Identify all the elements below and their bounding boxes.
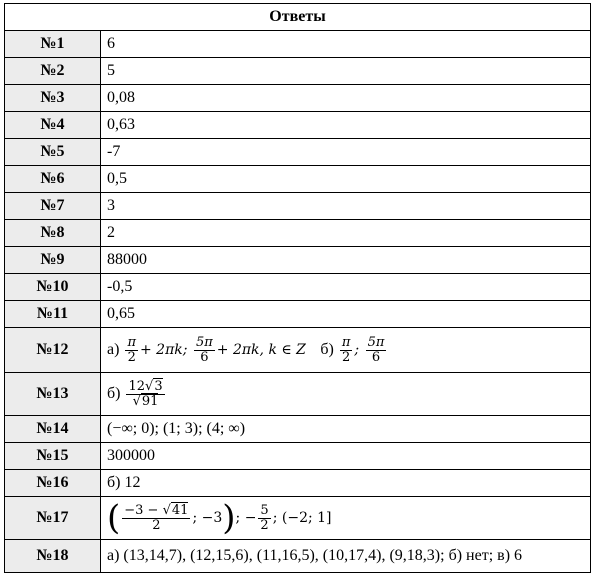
sqrt-sign: √ [132,393,141,409]
answer-cell: а) (13,14,7), (12,15,6), (11,16,5), (10,17,4), (9,18,3); б) нет; в) 6 [101,540,591,573]
left-paren: ( [107,498,121,538]
table-row [5,443,591,470]
table-row [5,112,591,139]
denominator: 2 [127,349,136,365]
answer-cell [101,328,591,373]
answer-cell: 300000 [101,443,591,470]
problem-number: №12 [5,328,101,373]
math-term: + 2πk, k ∈ Z [216,342,306,358]
answer-cell [101,497,591,540]
table-row [5,139,591,166]
math-expression [338,334,389,365]
answer-cell: 0,5 [101,166,591,193]
table-row [5,220,591,247]
problem-number: №9 [5,247,101,274]
table-row [5,497,591,540]
fraction [366,336,387,364]
answer-cell: (−∞; 0); (1; 3); (4; ∞) [101,416,591,443]
problem-number: №15 [5,443,101,470]
math-expression [123,334,310,365]
problem-number: №11 [5,301,101,328]
table-row [5,274,591,301]
denominator: 2 [341,349,351,365]
problem-number: №2 [5,58,101,85]
answer-cell: 0,63 [101,112,591,139]
math-term: ; −3 [192,510,223,526]
denominator: 2 [260,517,269,533]
answer-cell: 6 [101,31,591,58]
answers-table [4,3,591,573]
table-row [5,416,591,443]
math-term: + 2πk; [139,342,188,358]
problem-number: №14 [5,416,101,443]
numerator: 5 [260,502,269,518]
answer-cell: -0,5 [101,274,591,301]
answer-cell: 88000 [101,247,591,274]
math-expression [124,378,166,409]
table-title: Ответы [5,4,591,31]
fraction [122,504,190,532]
denominator: 6 [200,349,209,365]
sqrt-sign: √ [145,378,154,394]
table-row [5,328,591,373]
answer-cell: 2 [101,220,591,247]
answer-cell [101,373,591,416]
part-b-label: б) [320,341,334,358]
table-row [5,58,591,85]
math-separator: ; [272,510,278,526]
right-paren: ) [222,498,236,538]
table-row [5,301,591,328]
math-term: − [244,510,257,526]
radicand: 41 [171,502,189,518]
fraction [125,336,138,364]
answer-cell: 5 [101,58,591,85]
math-separator: ; [235,510,241,526]
fraction [258,504,270,532]
fraction [126,380,164,408]
part-b-label: б) [107,385,121,402]
numerator: 5π [367,334,385,350]
table-row [5,193,591,220]
numerator: π [341,334,351,350]
table-row [5,470,591,497]
table-row [5,373,591,416]
problem-number: №18 [5,540,101,573]
table-row [5,247,591,274]
table-row [5,540,591,573]
problem-number: №16 [5,470,101,497]
part-a-label: а) [107,341,120,358]
fraction [340,336,353,364]
table-row [5,31,591,58]
problem-number: №13 [5,373,101,416]
math-term: (−2; 1] [281,510,332,526]
math-term: −3 − [124,502,163,518]
problem-number: №7 [5,193,101,220]
problem-number: №3 [5,85,101,112]
answer-cell: 0,65 [101,301,591,328]
table-row [5,85,591,112]
numerator: 5π [195,334,213,350]
problem-number: №5 [5,139,101,166]
problem-number: №10 [5,274,101,301]
problem-number: №8 [5,220,101,247]
denominator: 2 [152,517,161,533]
answer-cell: -7 [101,139,591,166]
numerator: π [127,334,136,350]
answer-cell: 3 [101,193,591,220]
denominator: 6 [371,349,381,365]
answer-cell: 0,08 [101,85,591,112]
answer-cell: б) 12 [101,470,591,497]
table-row [5,166,591,193]
problem-number: №6 [5,166,101,193]
problem-number: №17 [5,497,101,540]
numerator [122,504,190,519]
problem-number: №1 [5,31,101,58]
radicand: 91 [141,393,159,409]
denominator [131,395,161,409]
math-expression [107,498,332,538]
fraction [194,336,215,364]
math-separator: ; [354,342,360,358]
problem-number: №4 [5,112,101,139]
coefficient: 12 [128,378,146,394]
sqrt-sign: √ [162,502,171,518]
radicand: 3 [154,378,163,394]
